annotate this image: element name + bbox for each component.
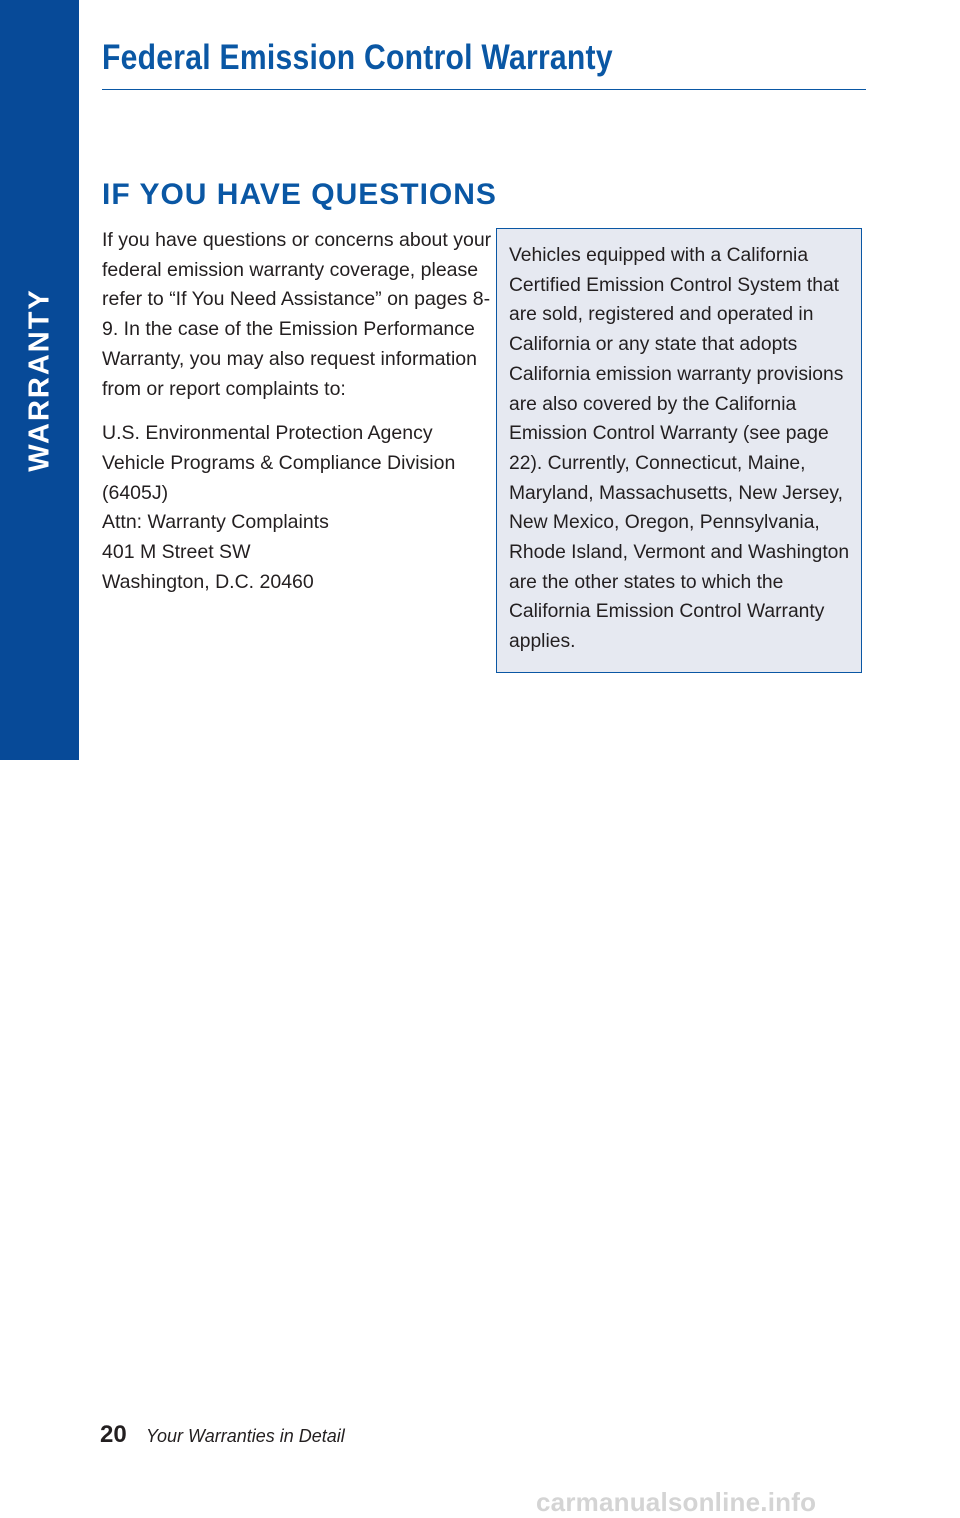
address-block: [102, 419, 492, 597]
footer-section-title: Your Warranties in Detail: [146, 1426, 345, 1446]
page-title: Federal Emission Control Warranty: [102, 38, 613, 77]
california-info-box: [496, 228, 862, 673]
address-line: Washington, D.C. 20460: [102, 570, 314, 593]
address-line: (6405J): [102, 481, 169, 504]
address-line: Attn: Warranty Complaints: [102, 511, 329, 534]
watermark: carmanualsonline.info: [536, 1487, 817, 1517]
section-heading: IF YOU HAVE QUESTIONS: [102, 178, 497, 211]
address-line: Vehicle Programs & Compliance Division: [102, 451, 456, 474]
title-divider: [102, 89, 866, 90]
address-line: U.S. Environmental Protection Agency: [102, 422, 433, 445]
address-line: 401 M Street SW: [102, 541, 251, 564]
intro-paragraph: If you have questions or concerns about your federal emission warranty coverage, please refer to “If You Need Assistance” on pages 8-9. In the case of the Emission Performance Warranty, you may also request information from or report complaints to:: [102, 229, 492, 400]
side-tab-label: WARRANTY: [23, 288, 56, 472]
page-number: 20: [100, 1421, 127, 1448]
side-tab: [0, 0, 79, 760]
body-column: [102, 226, 492, 612]
info-box-text: Vehicles equipped with a California Certified Emission Control System that are sold, registered and operated in California or any state that adopts California emission warranty provisions are also covered by the California Emission Control Warranty (see page 22). Currently, Connecticut, Maine, Maryland, Massachusetts, New Jersey, New Mexico, Oregon, Pennsylvania, Rhode Island, Vermont and Washington are the other states to which the California Emission Control Warranty applies.: [509, 245, 850, 653]
